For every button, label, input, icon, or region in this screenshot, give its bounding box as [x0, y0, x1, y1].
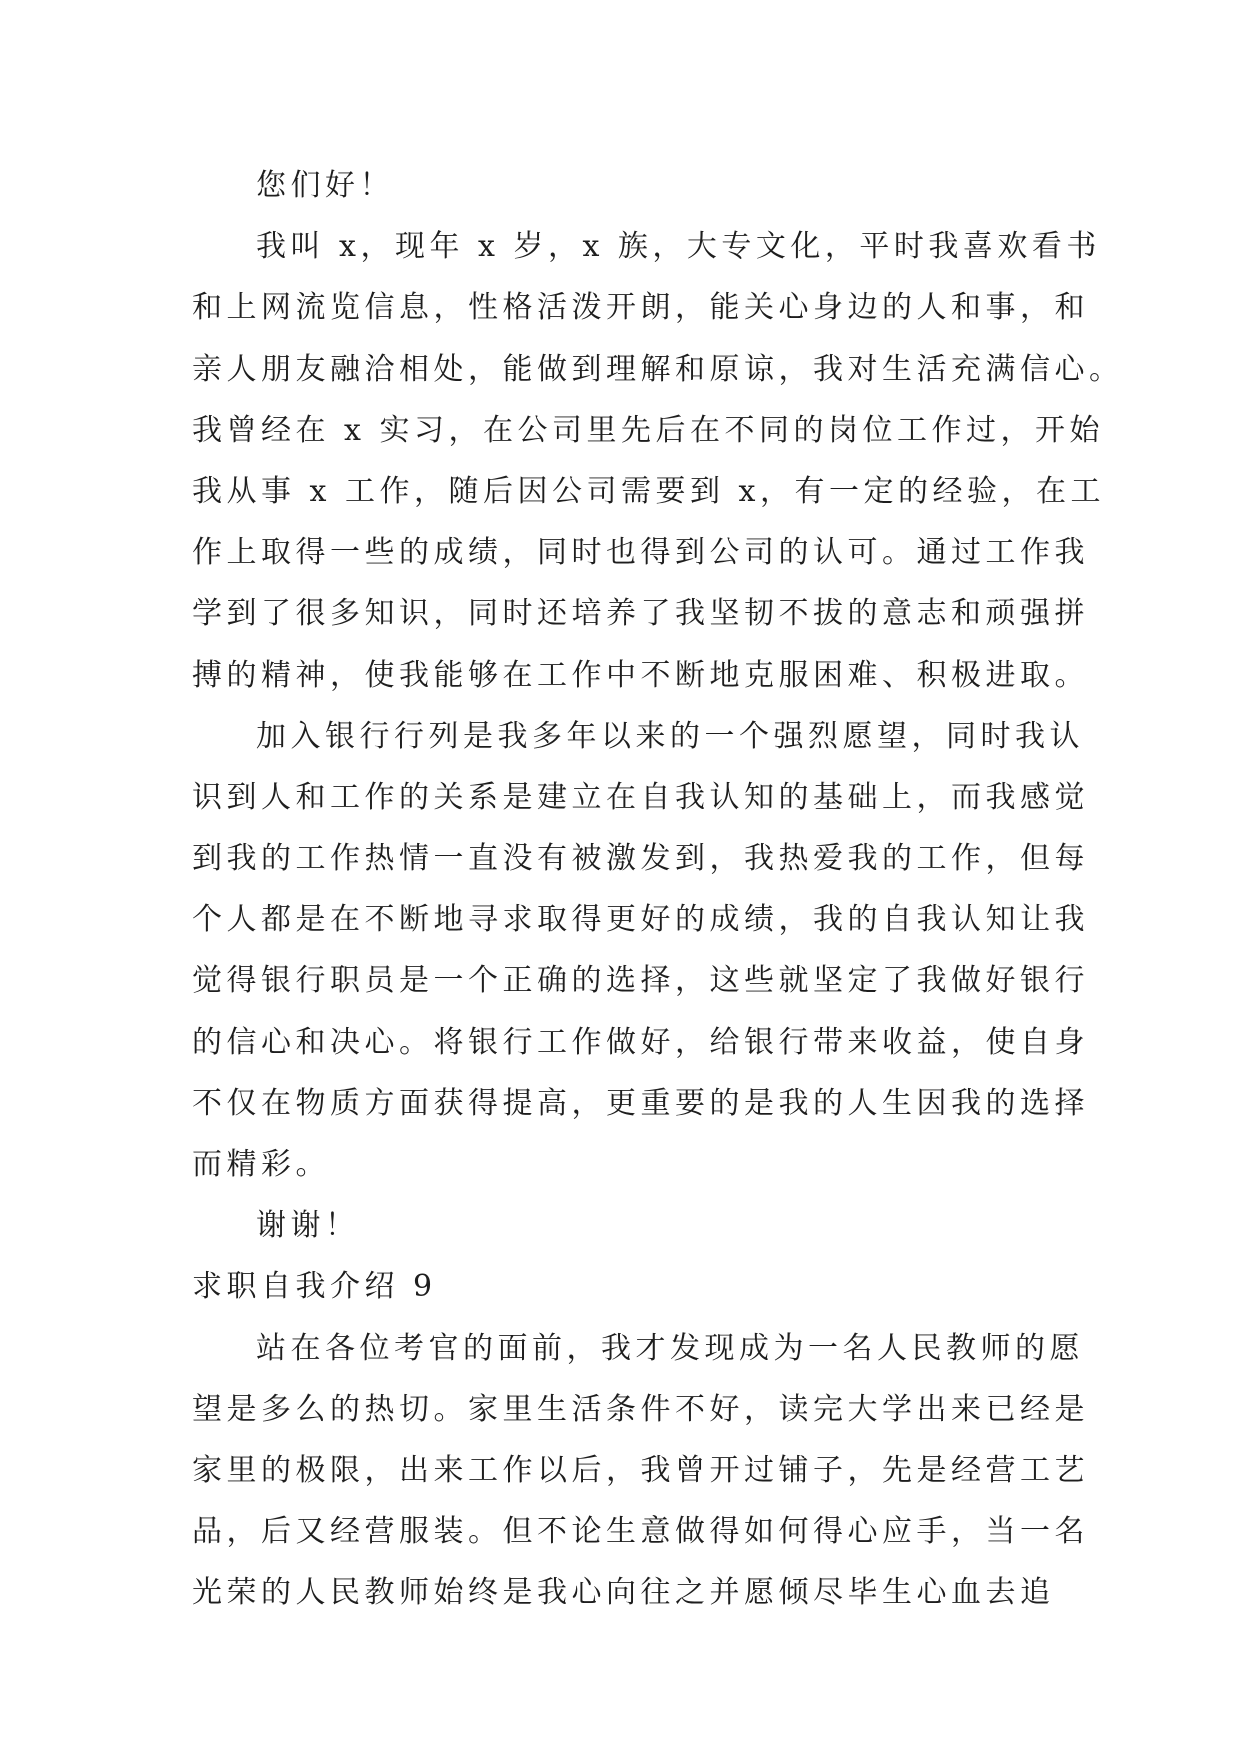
text-line: 作上取得一些的成绩，同时也得到公司的认可。通过工作我	[192, 535, 1089, 571]
text-line: 站在各位考官的面前，我才发现成为一名人民教师的愿	[256, 1330, 1084, 1366]
self-intro-paragraph	[192, 216, 1124, 706]
text-line: 望是多么的热切。家里生活条件不好，读完大学出来已经是	[192, 1391, 1089, 1427]
text-line: 不仅在物质方面获得提高，更重要的是我的人生因我的选择	[192, 1085, 1089, 1121]
document-body	[192, 155, 1124, 1624]
text-line: 我叫 x，现年 x 岁，x 族，大专文化，平时我喜欢看书	[256, 229, 1101, 265]
text-line: 品，后又经营服装。但不论生意做得如何得心应手，当一名	[192, 1514, 1089, 1550]
text-line: 家里的极限，出来工作以后，我曾开过铺子，先是经营工艺	[192, 1452, 1089, 1488]
text-line: 我从事 x 工作，随后因公司需要到 x，有一定的经验，在工	[192, 473, 1105, 509]
text-line: 而精彩。	[192, 1147, 330, 1182]
text-line: 和上网流览信息，性格活泼开朗，能关心身边的人和事，和	[192, 290, 1089, 326]
thanks-line: 谢谢！	[256, 1208, 360, 1244]
section-title: 求职自我介绍 9	[192, 1269, 437, 1305]
bank-motivation-paragraph	[192, 706, 1089, 1196]
text-line: 我曾经在 x 实习，在公司里先后在不同的岗位工作过，开始	[192, 412, 1104, 448]
thanks-paragraph	[192, 1195, 1062, 1256]
greeting-line: 您们好！	[256, 168, 394, 203]
text-line: 光荣的人民教师始终是我心向往之并愿倾尽毕生心血去追	[192, 1575, 1055, 1611]
text-line: 个人都是在不断地寻求取得更好的成绩，我的自我认知让我	[192, 902, 1089, 938]
section-heading	[192, 1256, 1062, 1317]
text-line: 亲人朋友融洽相处，能做到理解和原谅，我对生活充满信心。	[192, 351, 1124, 387]
text-line: 搏的精神，使我能够在工作中不断地克服困难、积极进取。	[192, 657, 1089, 693]
text-line: 识到人和工作的关系是建立在自我认知的基础上，而我感觉	[192, 779, 1089, 815]
text-line: 的信心和决心。将银行工作做好，给银行带来收益，使自身	[192, 1024, 1089, 1060]
text-line: 加入银行行列是我多年以来的一个强烈愿望，同时我认	[256, 718, 1084, 754]
greeting-paragraph	[192, 155, 1062, 216]
text-line: 到我的工作热情一直没有被激发到，我热爱我的工作，但每	[192, 841, 1089, 877]
teacher-aspiration-paragraph	[192, 1318, 1089, 1624]
text-line: 学到了很多知识，同时还培养了我坚韧不拔的意志和顽强拼	[192, 596, 1089, 632]
text-line: 觉得银行职员是一个正确的选择，这些就坚定了我做好银行	[192, 963, 1089, 999]
